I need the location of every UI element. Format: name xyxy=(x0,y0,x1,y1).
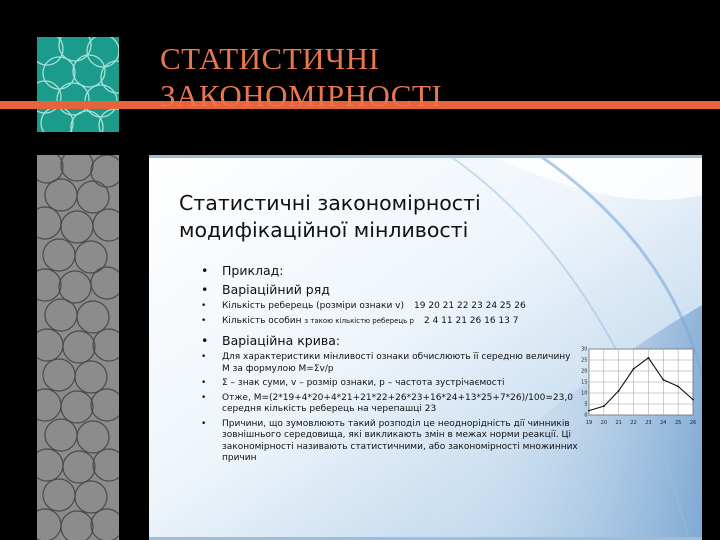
list-item xyxy=(197,393,580,416)
list-item xyxy=(197,316,580,328)
data-point xyxy=(662,379,664,381)
list-item xyxy=(197,333,580,348)
bullet-subtext: з такою кількістю реберець р xyxy=(304,316,414,325)
x-tick-label: 21 xyxy=(615,420,622,426)
x-tick-label: 20 xyxy=(600,420,608,426)
y-tick-label: 15 xyxy=(581,379,588,386)
teal-pattern-tile xyxy=(37,37,119,132)
list-item xyxy=(197,301,580,313)
data-point xyxy=(603,405,605,407)
circle-pattern-image xyxy=(37,37,119,132)
x-tick-label: 22 xyxy=(630,420,637,426)
variation-curve-chart xyxy=(579,345,697,427)
y-tick-label: 30 xyxy=(581,346,588,353)
y-tick-label: 0 xyxy=(584,412,588,419)
embedded-slide xyxy=(149,155,702,540)
slide-title-line-1: Статистичні закономірності xyxy=(179,191,481,215)
data-point xyxy=(677,386,679,388)
bullet-text: Кількість особин xyxy=(222,315,302,326)
list-item xyxy=(197,419,580,465)
y-tick-label: 5 xyxy=(584,401,588,408)
bullet-text: Σ – знак суми, v – розмір ознаки, р – частота зустрічаємості xyxy=(222,378,505,388)
circle-pattern-image xyxy=(37,155,119,540)
list-item xyxy=(197,378,580,390)
bullet-text: Кількість реберець (розміри ознаки v) xyxy=(222,301,405,311)
bullet-text: Варіаційний ряд xyxy=(222,282,330,297)
bullet-text: Отже, М=(2*19+4*20+4*21+21*22+26*23+16*24+13*25+7*26)/100=23,0 середня кількість реберець на черепашці 23 xyxy=(222,392,573,414)
list-item xyxy=(197,282,580,297)
data-point xyxy=(588,410,590,412)
bullet-text: Причини, що зумовлюють такий розподіл це неоднорідність дії чинників зовнішнього середовища, які викликають змін в межах норми реакції. Ці закономірності називають статистичними, або закономірності множинних причин xyxy=(222,418,578,463)
bullet-numbers: 19 20 21 22 23 24 25 26 xyxy=(414,301,526,311)
x-tick-label: 26 xyxy=(689,420,697,426)
bullet-text: Приклад: xyxy=(222,263,284,278)
data-point xyxy=(618,390,620,392)
data-point xyxy=(692,399,694,401)
list-item xyxy=(197,352,580,375)
x-tick-label: 25 xyxy=(674,420,682,426)
title-line-2: ЗАКОНОМІРНОСТІ xyxy=(160,78,443,113)
data-point xyxy=(633,368,635,370)
slide-title xyxy=(179,190,579,244)
bullet-numbers: 2 4 11 21 26 16 13 7 xyxy=(423,315,519,326)
slide-title-line-2: модифікаційної мінливості xyxy=(179,218,469,242)
gray-pattern-tile xyxy=(37,155,119,540)
y-tick-label: 20 xyxy=(581,368,588,375)
title-line-1: СТАТИСТИЧНІ xyxy=(160,41,380,76)
list-item xyxy=(197,263,580,278)
x-tick-label: 24 xyxy=(660,420,667,426)
bullet-text: Варіаційна крива: xyxy=(222,333,341,348)
bullet-text: Для характеристики мінливості ознаки обчислюють її середню величину М за формулою М=Σv/p xyxy=(222,352,571,374)
data-point xyxy=(648,357,650,359)
bullet-list xyxy=(197,263,580,468)
x-tick-label: 23 xyxy=(645,420,652,426)
y-tick-label: 25 xyxy=(581,357,588,364)
page-title xyxy=(160,40,442,114)
y-tick-label: 10 xyxy=(581,390,588,397)
x-tick-label: 19 xyxy=(585,420,593,426)
